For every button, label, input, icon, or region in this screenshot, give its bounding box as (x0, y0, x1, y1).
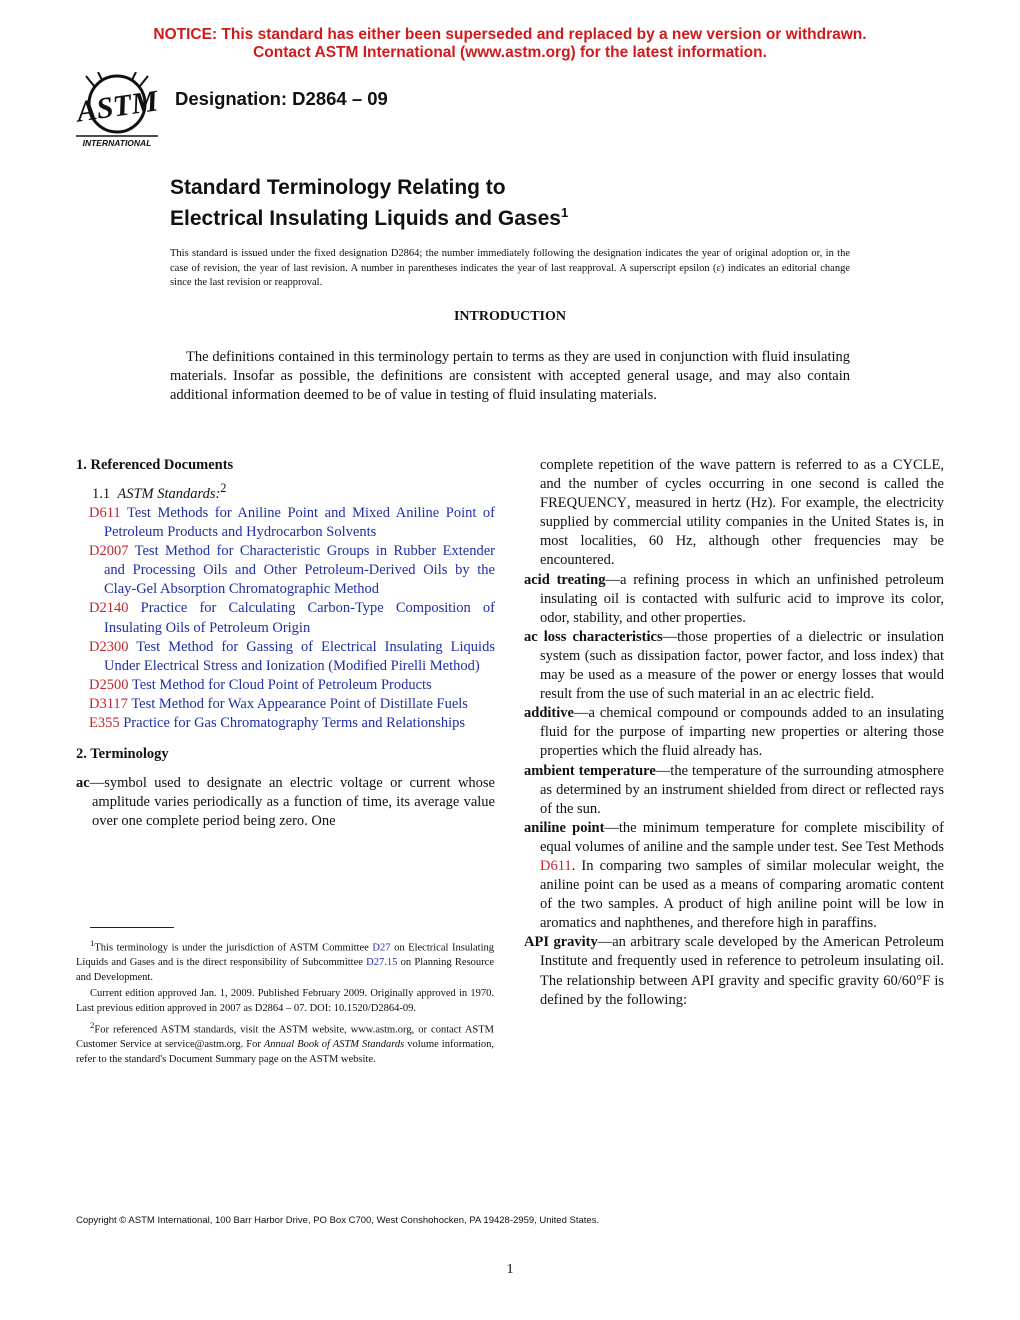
copyright: Copyright © ASTM International, 100 Barr Harbor Drive, PO Box C700, West Conshohocken, PA 19428-2959, United States. (76, 1215, 600, 1226)
footnote-divider (90, 927, 174, 928)
section-2-heading: 2. Terminology (76, 746, 169, 763)
term-definition: —the temperature of the surrounding atmosphere as determined by an instrument shielded from direct or reflected rays of the sun. (540, 762, 944, 817)
subsection-footnote-mark: 2 (220, 481, 227, 496)
notice-line-1: NOTICE: This standard has either been superseded and replaced by a new version or withdrawn. (153, 26, 867, 43)
term-name: acid treating (524, 571, 606, 588)
text-run: , and the number of cycles occurring in one second is called the (540, 457, 944, 493)
left-column (76, 456, 495, 832)
reference-title[interactable]: Test Method for Gassing of Electrical Insulating Liquids Under Electrical Stress and Ionization (Modified Pirelli Method) (104, 638, 495, 674)
term-name: additive (524, 705, 574, 722)
reference-d2500[interactable] (76, 676, 495, 695)
withdrawal-notice (0, 26, 1020, 62)
logo-subtext: INTERNATIONAL (82, 138, 152, 148)
subcommittee-link[interactable]: D27.15 (366, 957, 398, 968)
footnote-mark: 2 (90, 1020, 95, 1030)
term-name: aniline point (524, 819, 605, 836)
reference-title[interactable]: Test Method for Wax Appearance Point of Distillate Fuels (131, 695, 468, 712)
subsection-1-1 (92, 479, 495, 504)
text-run: volume information, refer to the standard's Document Summary page on the ASTM website. (76, 1039, 494, 1065)
term-name: ac loss characteristics (524, 628, 663, 645)
term-name: ambient temperature (524, 762, 656, 779)
d611-link[interactable]: D611 (540, 857, 572, 874)
text-run: complete repetition of the wave pattern is referred to as a (540, 457, 893, 473)
term-frequency: FREQUENCY (540, 495, 628, 512)
title-footnote-mark: 1 (560, 205, 569, 220)
issued-note: This standard is issued under the fixed designation D2864; the number immediately following the designation indicates the year of original adoption or, in the case of revision, the year of last revision. A number in parentheses indicates the year of last reapproval. A superscript epsilon (ε) indicates an editorial change since the last revision or reapproval. (170, 248, 850, 288)
term-ac (76, 774, 495, 831)
reference-title[interactable]: Test Method for Cloud Point of Petroleum Products (131, 676, 432, 693)
term-ac-continued (524, 456, 944, 571)
term-name: ac (76, 775, 90, 792)
text-run: For referenced ASTM standards, visit the ASTM website, www.astm.org, or contact ASTM Customer Service at service@astm.org. For (76, 1024, 494, 1050)
reference-code[interactable]: D611 (89, 505, 121, 522)
reference-title[interactable]: Practice for Gas Chromatography Terms and Relationships (123, 715, 466, 732)
introduction-heading: INTRODUCTION (453, 309, 566, 324)
section-1-heading: 1. Referenced Documents (76, 457, 234, 473)
reference-title[interactable]: Practice for Calculating Carbon-Type Composition of Insulating Oils of Petroleum Origin (104, 600, 496, 636)
term-definition-continued: . In comparing two samples of similar molecular weight, the aniline point can be used as a means of comparing aromatic content of the two samples. A product of high aniline point will be low in aromatics and naphthenes, and therefore high in paraffins. (540, 857, 944, 932)
term-definition: —a refining process in which an unfinished petroleum insulating oil is contacted with sulfuric acid to improve its color, odor, stability, and other properties. (540, 571, 944, 626)
term-definition: —those properties of a dielectric or insulation system (such as dissipation factor, power factor, and loss index) that may be used as a measure of the power or energy losses that would result from the use of such material in an ac electric field. (540, 628, 944, 703)
reference-title[interactable]: Test Methods for Aniline Point and Mixed Aniline Point of Petroleum Products and Hydrocarbon Solvents (104, 505, 496, 541)
term-api-gravity (524, 933, 944, 1009)
reference-code[interactable]: D3117 (89, 695, 128, 712)
right-column (524, 456, 944, 1010)
document-title (170, 175, 568, 231)
term-additive (524, 704, 944, 761)
subsection-label: ASTM Standards: (117, 485, 221, 502)
reference-d3117[interactable] (76, 695, 495, 714)
astm-logo-icon (72, 72, 162, 152)
text-run: , measured in hertz (Hz). For example, the electricity supplied by commercial utility companies in the United States is, in most localities, 60 Hz, although other frequencies may be encountered. (540, 495, 944, 569)
footnote-1 (76, 936, 494, 985)
text-run: This terminology is under the jurisdiction of ASTM Committee (94, 942, 373, 954)
term-ac-loss-characteristics (524, 628, 944, 704)
notice-line-2: Contact ASTM International (www.astm.org) for the latest information. (253, 44, 767, 61)
footnote-1-approval: Current edition approved Jan. 1, 2009. Published February 2009. Originally approved in 1970. Last previous edition approved in 2007 as D2864 – 07. DOI: 10.1520/D2864-09. (76, 988, 494, 1014)
astm-logo (72, 72, 162, 152)
footnotes (76, 936, 494, 1069)
footnote-2 (76, 1018, 494, 1067)
reference-title[interactable]: Test Method for Characteristic Groups in Rubber Extender and Processing Oils and Other Petroleum-Derived Oils by the Clay-Gel Absorption Chromatographic Method (104, 543, 495, 598)
term-aniline-point (524, 819, 944, 934)
term-definition: —an arbitrary scale developed by the American Petroleum Institute and frequently used in reference to petroleum insulating oil. The relationship between API gravity and specific gravity 60/60°F is defined by the following: (540, 934, 944, 1008)
term-name: API gravity (524, 934, 598, 951)
text-run: on Planning Resource and Development. (76, 957, 494, 983)
reference-code[interactable]: D2300 (89, 638, 129, 655)
reference-code[interactable]: E355 (89, 715, 120, 732)
logo-text: ASTM (74, 84, 161, 129)
term-acid-treating (524, 571, 944, 628)
reference-code[interactable]: D2007 (89, 543, 129, 560)
term-definition: —a chemical compound or compounds added to an insulating fluid for the purpose of imparting new properties or altering those properties which the fluid already has. (540, 705, 944, 760)
term-definition: —the minimum temperature for complete miscibility of equal volumes of aniline and the sample under test. See Test Methods (540, 819, 944, 855)
designation: Designation: D2864 – 09 (175, 88, 388, 109)
committee-link[interactable]: D27 (372, 942, 391, 954)
subsection-number: 1.1 (92, 485, 111, 502)
reference-e355[interactable] (76, 714, 495, 733)
footnote-mark: 1 (90, 938, 95, 948)
reference-d2140[interactable] (76, 599, 495, 637)
term-cycle: CYCLE (892, 457, 941, 473)
reference-d2300[interactable] (76, 638, 495, 676)
annual-book-title: Annual Book of ASTM Standards (263, 1039, 405, 1050)
introduction-body: The definitions contained in this terminology pertain to terms as they are used in conjunction with fluid insulating materials. Insofar as possible, the definitions are consistent with accepted general usage, and may also contain additional information deemed to be of value in testing of fluid insulating materials. (170, 349, 850, 403)
page-number: 1 (506, 1262, 514, 1277)
reference-d2007[interactable] (76, 542, 495, 599)
title-line-1: Standard Terminology Relating to (170, 176, 506, 199)
term-ambient-temperature (524, 762, 944, 819)
reference-d611[interactable] (76, 504, 495, 542)
reference-code[interactable]: D2500 (89, 676, 129, 693)
reference-code[interactable]: D2140 (89, 600, 129, 617)
title-line-2 (170, 200, 568, 231)
term-definition: —symbol used to designate an electric voltage or current whose amplitude varies periodically as a function of time, its average value over one complete period being zero. One (89, 775, 495, 830)
title-line-2-text: Electrical Insulating Liquids and Gases (170, 207, 561, 230)
text-run: on Electrical Insulating Liquids and Gases and is the direct responsibility of Subcommittee (76, 942, 494, 968)
